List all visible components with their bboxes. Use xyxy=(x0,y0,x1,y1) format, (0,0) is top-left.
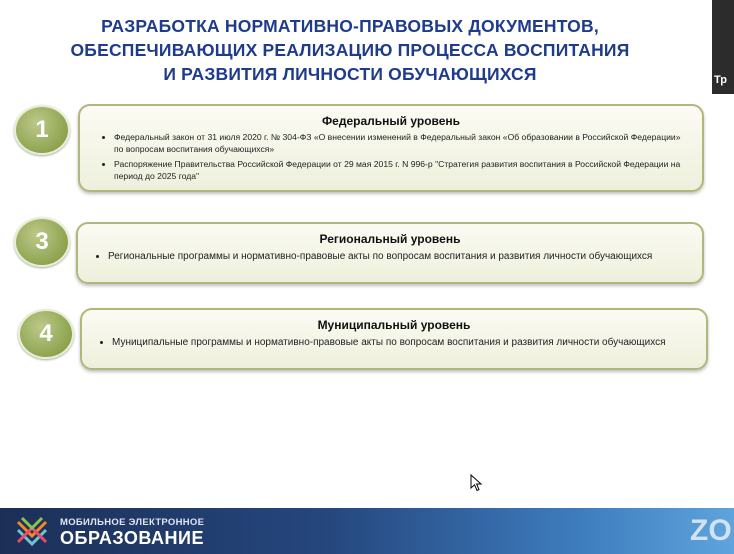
federal-level-box xyxy=(78,104,704,192)
level-list xyxy=(80,132,702,182)
mouse-pointer-icon xyxy=(470,474,484,492)
list-item: • Федеральный закон от 31 июля 2020 г. № 304-ФЗ «О внесении изменений в Федеральный закон «Об образовании в Российской Федерации» по вопросам воспитания обучающихся» xyxy=(114,132,690,155)
footer-banner xyxy=(0,508,734,554)
brand-logo-icon xyxy=(14,514,50,550)
list-item: • Муниципальные программы и нормативно-правовые акты по вопросам воспитания и развития личности обучающихся xyxy=(112,336,694,350)
level-list xyxy=(78,250,702,264)
title-line-3: И РАЗВИТИЯ ЛИЧНОСТИ ОБУЧАЮЩИХСЯ xyxy=(163,64,537,84)
level-heading: Региональный уровень xyxy=(319,232,461,246)
participant-panel xyxy=(712,0,734,554)
brand-title: ОБРАЗОВАНИЕ xyxy=(60,528,204,548)
slide-title xyxy=(40,14,660,86)
list-item: • Распоряжение Правительства Российской Федерации от 29 мая 2015 г. N 996-р "Стратегия развития воспитания в Российской Федерации на период до 2025 года" xyxy=(114,159,690,182)
title-line-1: РАЗРАБОТКА НОРМАТИВНО-ПРАВОВЫХ ДОКУМЕНТОВ, xyxy=(101,16,599,36)
level-number-badge: 4 xyxy=(18,309,74,359)
list-item: • Региональные программы и нормативно-правовые акты по вопросам воспитания и развития личности обучающихся xyxy=(108,250,690,264)
level-number-badge: 1 xyxy=(14,105,70,155)
participant-name: Тр xyxy=(714,74,728,86)
level-heading: Федеральный уровень xyxy=(321,114,461,128)
regional-level-box xyxy=(76,222,704,284)
level-heading: Муниципальный уровень xyxy=(317,318,471,332)
brand-subtitle: МОБИЛЬНОЕ ЭЛЕКТРОННОЕ xyxy=(60,517,205,528)
municipal-level-box xyxy=(80,308,708,370)
zoom-watermark: ZO xyxy=(690,514,732,547)
level-list xyxy=(82,336,706,350)
level-number-badge: 3 xyxy=(14,217,70,267)
title-line-2: ОБЕСПЕЧИВАЮЩИХ РЕАЛИЗАЦИЮ ПРОЦЕССА ВОСПИТАНИЯ xyxy=(70,40,630,60)
